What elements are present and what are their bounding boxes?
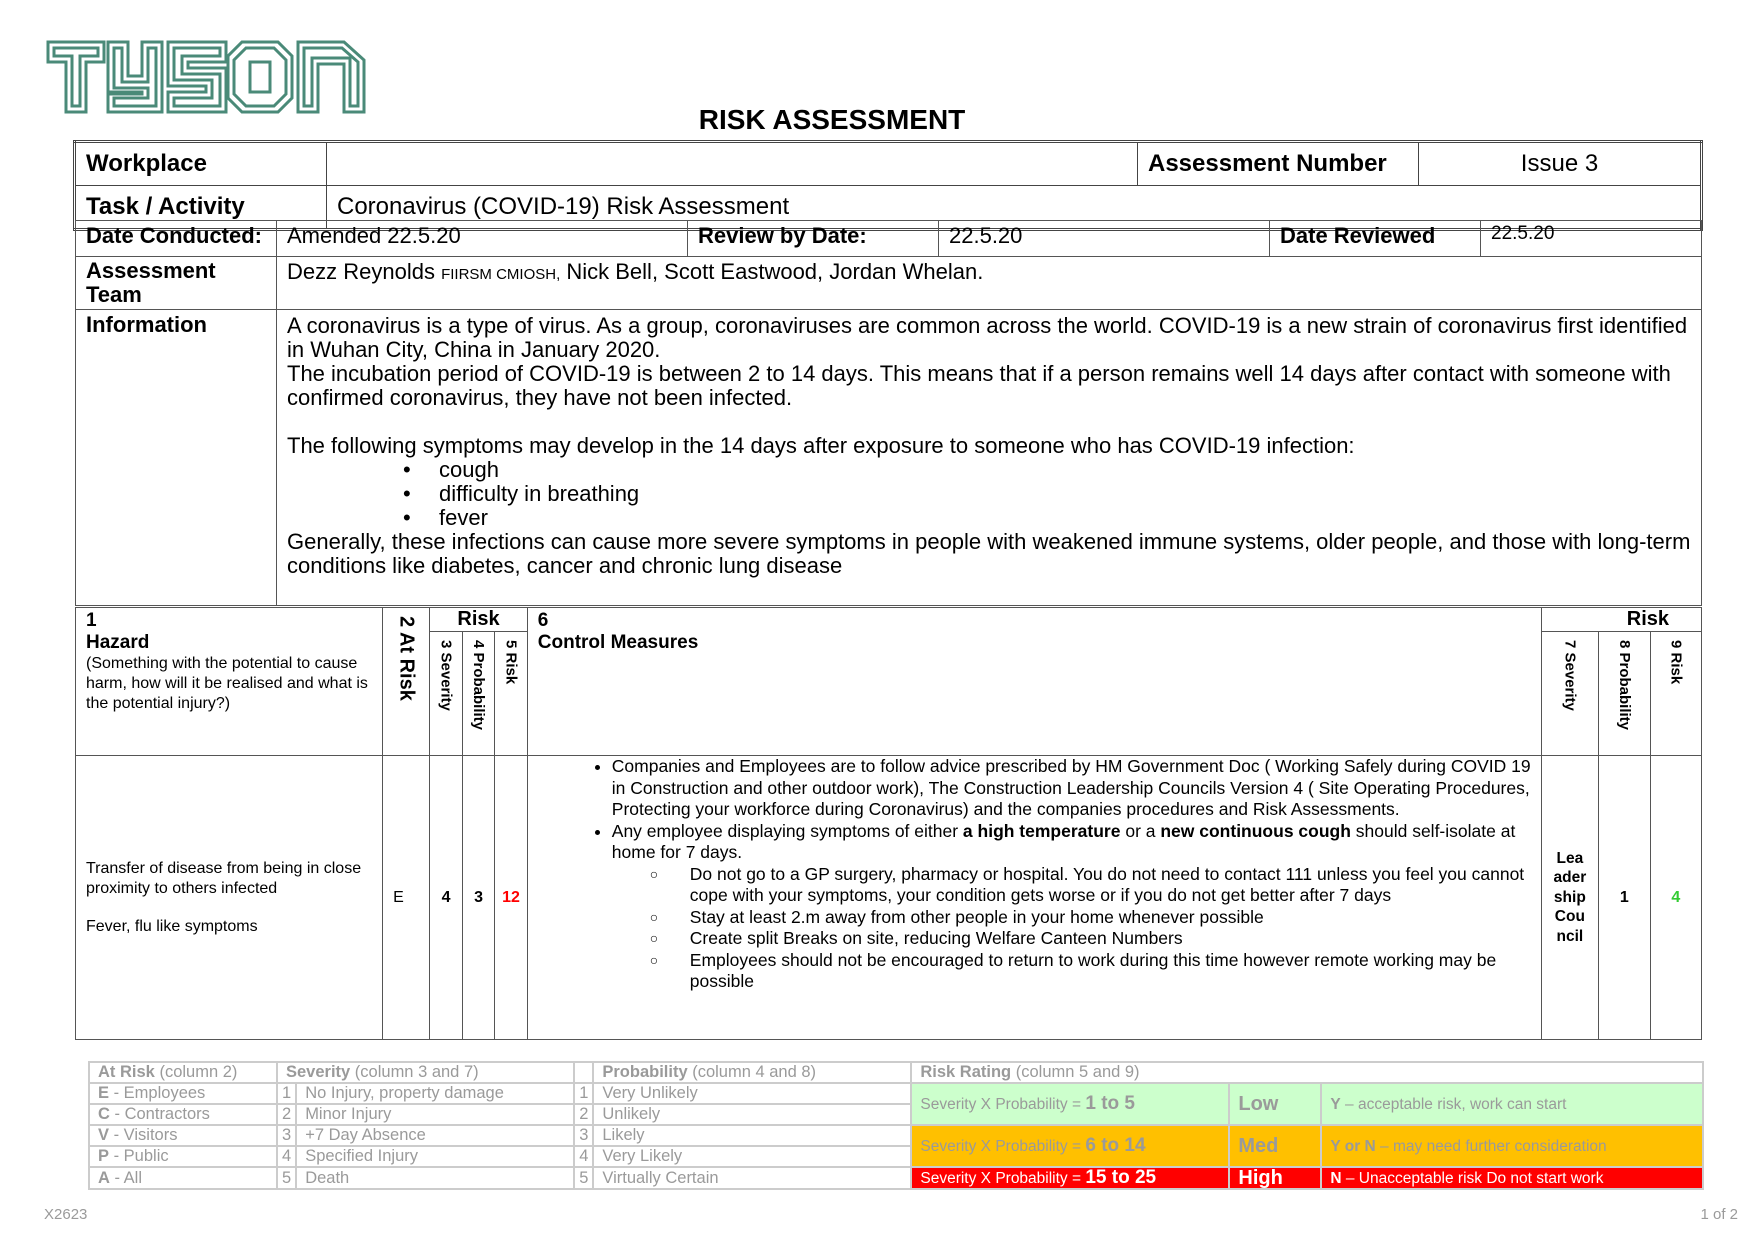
at-risk-column-head: [383, 608, 430, 756]
legend-prob-head: [593, 1062, 911, 1083]
col1-title: Hazard: [86, 632, 150, 653]
control-measures-list: [534, 756, 1535, 993]
col4-head: [462, 632, 494, 756]
legend-probability-item: Likely: [593, 1125, 911, 1146]
cm2-text-c: or a: [1120, 820, 1161, 841]
legend-num: 5: [277, 1167, 296, 1189]
col4-label: 4 Probability: [470, 640, 488, 731]
control-measures-head: [527, 608, 1541, 756]
legend-key: A: [98, 1168, 110, 1187]
col7-head: [1541, 632, 1599, 756]
legend-at-risk-head: [89, 1062, 277, 1083]
legend-at-risk-item: [89, 1146, 277, 1167]
control-measure-item: [612, 821, 1535, 993]
col1-desc: (Something with the potential to cause harm, how will it be realised and what is the potential injury?): [86, 655, 368, 712]
rating-desc: – acceptable risk, work can start: [1340, 1095, 1567, 1113]
header-table: [73, 140, 1703, 231]
severity2-cell: [1541, 756, 1599, 1040]
legend-value: - All: [109, 1168, 143, 1187]
workplace-label: Workplace: [75, 142, 327, 186]
information-label: Information: [76, 310, 277, 606]
legend-key: E: [98, 1084, 110, 1102]
col3-head: [430, 632, 462, 756]
hazard-column-head: [76, 608, 383, 756]
rating-desc: – Unacceptable risk Do not start work: [1341, 1169, 1604, 1187]
risk-group-head-2: Risk: [1541, 608, 1701, 632]
sub-measure-item: ○ Stay at least 2.m away from other people in your home whenever possible: [690, 907, 1535, 929]
probability2-cell: 1: [1599, 756, 1650, 1040]
legend-key: P: [98, 1147, 110, 1165]
cm2-text-b: a high temperature: [962, 820, 1121, 841]
legend-blank-cell: [574, 1062, 593, 1083]
hazard-text-2: Fever, flu like symptoms: [86, 917, 258, 935]
sub-measures-list: [612, 864, 1535, 993]
col9-head: [1650, 632, 1701, 756]
legend-at-risk-bold: At Risk: [98, 1063, 155, 1081]
rating-yn: Y: [1330, 1137, 1341, 1155]
rating-high-level: High: [1229, 1167, 1321, 1189]
legend-severity-item: Minor Injury: [296, 1104, 574, 1125]
symptom-item: • difficulty in breathing: [437, 482, 1691, 506]
hazard-cell: [76, 756, 383, 1040]
date-reviewed-label: Date Reviewed: [1270, 221, 1481, 257]
page-title: RISK ASSESSMENT: [698, 104, 966, 135]
hazard-text-1: Transfer of disease from being in close proximity to others infected: [86, 859, 362, 897]
rating-high-range: [911, 1167, 1229, 1189]
legend-table: [88, 1061, 1704, 1190]
team-quals: FIIRSM CMIOSH,: [441, 266, 561, 283]
at-risk-cell: E: [383, 756, 430, 1040]
rating-sxp: Severity X Probability =: [920, 1096, 1086, 1113]
severity-cell: 4: [430, 756, 462, 1040]
legend-probability-item: Very Likely: [593, 1146, 911, 1167]
legend-num: 4: [574, 1146, 593, 1167]
rating-desc: – may need further consideration: [1375, 1137, 1607, 1155]
legend-value: - Public: [109, 1147, 169, 1165]
legend-severity-item: No Injury, property damage: [296, 1083, 574, 1104]
legend-num: 3: [574, 1125, 593, 1146]
rating-med-level: Med: [1229, 1125, 1321, 1167]
rating-yn: Y: [1330, 1095, 1341, 1113]
legend-probability-item: Unlikely: [593, 1104, 911, 1125]
rating-low-desc: [1321, 1083, 1703, 1125]
cm2-text-d: new continuous cough: [1160, 820, 1351, 841]
col6-title: Control Measures: [537, 632, 699, 653]
assessment-number-value: Issue 3: [1419, 142, 1702, 186]
legend-value: - Contractors: [109, 1105, 210, 1123]
col1-number: 1: [86, 610, 97, 631]
task-value: Coronavirus (COVID-19) Risk Assessment: [327, 186, 1702, 230]
symptom-item: • fever: [437, 506, 1691, 530]
info-para-1: A coronavirus is a type of virus. As a group, coronaviruses are common across the world. COVID-19 is a new strain of coronavirus first identified in Wuhan City, China in January 2020.: [287, 313, 1688, 362]
col5-head: [495, 632, 527, 756]
legend-key: V: [98, 1126, 110, 1144]
rating-sxp: Severity X Probability =: [920, 1170, 1086, 1187]
info-para-2: The incubation period of COVID-19 is between 2 to 14 days. This means that if a person remains well 14 days after contact with someone with confirmed coronavirus, they have not been infected.: [287, 361, 1671, 410]
legend-key: C: [98, 1105, 110, 1123]
col6-number: 6: [537, 610, 549, 631]
cm2-text-a: Any employee displaying symptoms of either: [611, 820, 963, 841]
legend-prob-bold: Probability: [602, 1063, 688, 1081]
task-label: Task / Activity: [75, 186, 327, 230]
assessment-team-label: Assessment Team: [76, 257, 277, 310]
rating-med-desc: [1321, 1125, 1703, 1167]
legend-num: 4: [277, 1146, 296, 1167]
risk-cell: 12: [495, 756, 527, 1040]
legend-num: 1: [277, 1083, 296, 1104]
rating-low-level: Low: [1229, 1083, 1321, 1125]
legend-num: 3: [277, 1125, 296, 1146]
col8-head: [1599, 632, 1650, 756]
info-para-3: The following symptoms may develop in the 14 days after exposure to someone who has COVID-19 infection:: [287, 433, 1355, 458]
legend-num: 2: [574, 1104, 593, 1125]
team-name-1: Dezz Reynolds: [287, 259, 435, 284]
tyson-logo-svg: [46, 40, 366, 114]
team-rest: Nick Bell, Scott Eastwood, Jordan Whelan.: [566, 259, 984, 284]
legend-severity-head: [277, 1062, 574, 1083]
review-by-label: Review by Date:: [688, 221, 939, 257]
legend-num: 5: [574, 1167, 593, 1189]
legend-at-risk-item: [89, 1104, 277, 1125]
cm2-text-e: should self-isolate at home for 7 days.: [611, 820, 1516, 862]
risk2-cell: 4: [1650, 756, 1701, 1040]
date-conducted-value: Amended 22.5.20: [277, 221, 688, 257]
rating-range: 6 to 14: [1085, 1135, 1146, 1156]
workplace-value: [327, 142, 1138, 186]
legend-rating-head: [911, 1062, 1703, 1083]
info-para-4: Generally, these infections can cause more severe symptoms in people with weakened immune systems, older people, and those with long-term conditions like diabetes, cancer and chronic lung disease: [287, 529, 1691, 578]
risk-group-head: Risk: [430, 608, 527, 632]
legend-severity-bold: Severity: [286, 1063, 351, 1081]
sub-measure-item: ○ Do not go to a GP surgery, pharmacy or hospital. You do not need to contact 111 unless you feel you cannot cope with your symptoms, your condition gets worse or if you do not get better after 7 days: [690, 864, 1535, 907]
legend-severity-item: Death: [296, 1167, 574, 1189]
legend-at-risk-item: [89, 1125, 277, 1146]
legend-at-risk-item: [89, 1083, 277, 1104]
legend-rating-bold: Risk Rating: [920, 1063, 1012, 1081]
col2-label: 2 At Risk: [395, 616, 418, 701]
legend-num: 2: [277, 1104, 296, 1125]
date-reviewed-value: 22.5.20: [1481, 221, 1702, 257]
rating-med-range: [911, 1125, 1229, 1167]
legend-probability-item: Virtually Certain: [593, 1167, 911, 1189]
rating-low-range: [911, 1083, 1229, 1125]
assessment-team-value: [277, 257, 1702, 310]
legend-at-risk-rest: (column 2): [154, 1063, 238, 1081]
legend-severity-item: +7 Day Absence: [296, 1125, 574, 1146]
sub-measure-item: ○ Employees should not be encouraged to return to work during this time however remote working may be possible: [690, 950, 1535, 993]
severity2-text: LeaadershipCouncil: [1553, 849, 1587, 945]
details-table: [75, 220, 1702, 606]
legend-value: - Employees: [109, 1084, 206, 1102]
information-body: [277, 310, 1702, 606]
legend-severity-item: Specified Injury: [296, 1146, 574, 1167]
date-conducted-label: Date Conducted:: [76, 221, 277, 257]
assessment-number-label: Assessment Number: [1138, 142, 1419, 186]
col5-label: 5 Risk: [502, 640, 520, 685]
col9-label: 9 Risk: [1667, 640, 1685, 685]
col7-label: 7 Severity: [1561, 640, 1579, 711]
control-measure-item: • Companies and Employees are to follow advice prescribed by HM Government Doc ( Working Safely during COVID 19 in Construction and other outdoor work), The Construction Leadership Councils Version 4 ( Site Operating Procedures, Protecting your workforce during Coronavirus) and the companies procedures and Risk Assessments.: [612, 756, 1535, 821]
rating-yn: N: [1330, 1169, 1342, 1187]
sub-measure-item: ○ Create split Breaks on site, reducing Welfare Canteen Numbers: [690, 928, 1535, 950]
table-row: [76, 756, 1702, 1040]
symptom-list: [437, 458, 1691, 530]
symptom-item: • cough: [437, 458, 1691, 482]
legend-prob-rest: (column 4 and 8): [687, 1063, 817, 1081]
legend-at-risk-item: [89, 1167, 277, 1189]
col3-label: 3 Severity: [437, 640, 455, 711]
rating-range: 1 to 5: [1085, 1093, 1135, 1114]
legend-probability-item: Very Unlikely: [593, 1083, 911, 1104]
review-by-value: 22.5.20: [939, 221, 1270, 257]
footer-code: X2623: [44, 1206, 88, 1223]
legend-num: 1: [574, 1083, 593, 1104]
legend-value: - Visitors: [109, 1126, 178, 1144]
hazard-table: [75, 607, 1702, 1040]
footer-page: 1 of 2: [1700, 1206, 1738, 1223]
legend-severity-rest: (column 3 and 7): [350, 1063, 479, 1081]
probability-cell: 3: [462, 756, 494, 1040]
rating-high-desc: [1321, 1167, 1703, 1189]
rating-yn2: or N: [1340, 1137, 1376, 1155]
col8-label: 8 Probability: [1615, 640, 1633, 731]
rating-range: 15 to 25: [1085, 1167, 1157, 1188]
control-measures-cell: [527, 756, 1541, 1040]
rating-sxp: Severity X Probability =: [920, 1138, 1086, 1155]
legend-rating-rest: (column 5 and 9): [1011, 1063, 1140, 1081]
